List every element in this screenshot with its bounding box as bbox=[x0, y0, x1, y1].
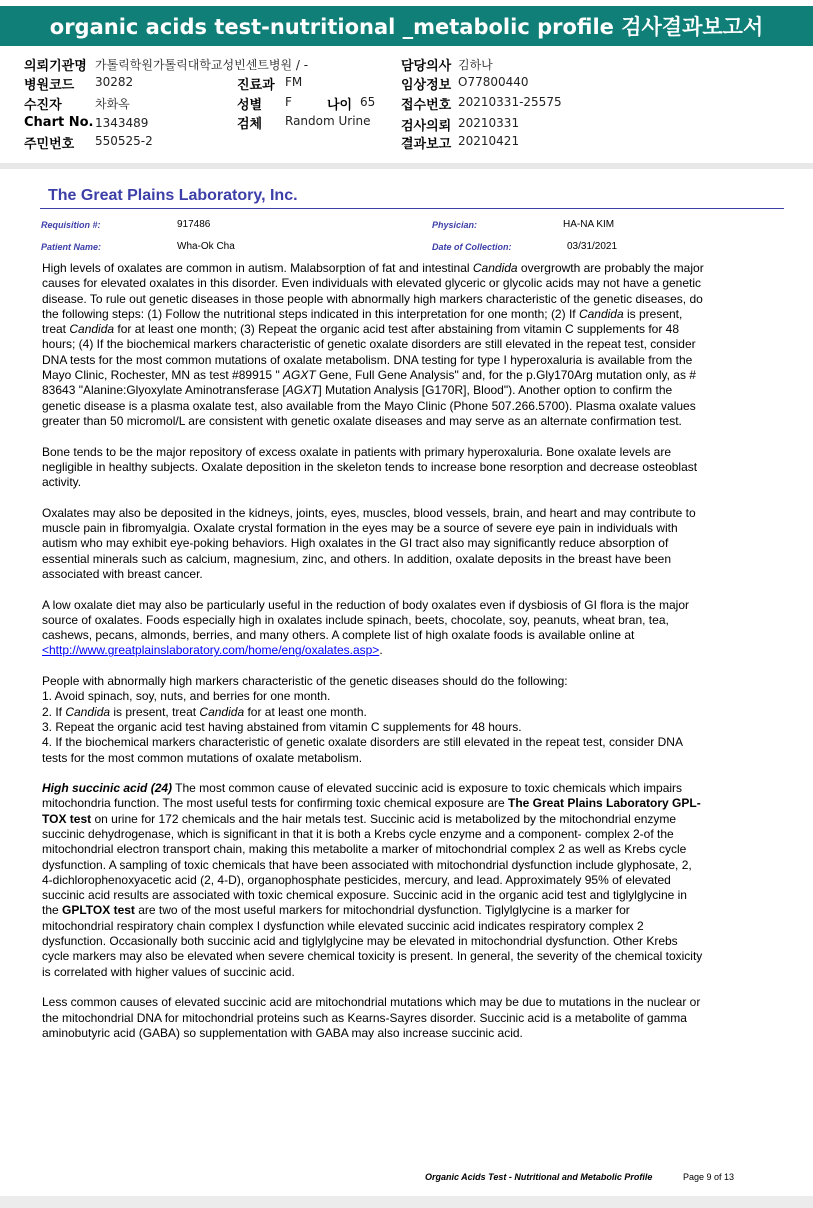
dept-label: 진료과 bbox=[237, 78, 275, 93]
divider bbox=[0, 163, 813, 169]
report-label: 결과보고 bbox=[401, 137, 452, 152]
specimen-label: 검체 bbox=[237, 117, 263, 132]
requisition-label: Requisition #: bbox=[41, 220, 101, 230]
paragraph bbox=[42, 506, 704, 582]
request-value: 20210331 bbox=[458, 116, 520, 130]
hospital-code-value: 30282 bbox=[95, 75, 134, 89]
id-label: 주민번호 bbox=[24, 137, 75, 152]
requisition-value: 917486 bbox=[177, 219, 211, 230]
id-value: 550525-2 bbox=[95, 134, 153, 148]
patient-label: 수진자 bbox=[24, 98, 62, 113]
text-segment: for at least one month; (3) Repeat the organic acid test after abstaining from vitamin C supplements for 48 hours; (4) If the biochemical markers characteristic of genetic oxalate disorders are still elevated in the repeat test, consider DNA tests for the most common mutations of oxalate metabolism. DNA testing for type I hyperoxaluria is available from the Mayo Clinic, Rochester, MN as test #89915 " bbox=[42, 322, 696, 383]
paragraph bbox=[42, 445, 704, 491]
paragraph bbox=[42, 674, 704, 766]
specimen-value: Random Urine bbox=[285, 114, 371, 128]
clinical-value: O77800440 bbox=[458, 75, 529, 89]
chart-label: Chart No. bbox=[24, 115, 94, 130]
sex-value: F bbox=[285, 95, 292, 109]
hospital-code-label: 병원코드 bbox=[24, 78, 75, 93]
text-segment: Oxalates may also be deposited in the kidneys, joints, eyes, muscles, blood vessels, brain, and heart and may contribute to muscle pain in fibromyalgia. Oxalate crystal formation in the eyes may be a source of severe eye pain in individuals with autism who may exhibit eye-poking behaviors. High oxalates in the GI tract also may significantly reduce absorption of essential minerals such as calcium, magnesium, zinc, and others. In addition, oxalate deposits in the breast have been associated with breast cancer. bbox=[42, 505, 696, 581]
receipt-value: 20210331-25575 bbox=[458, 95, 562, 109]
oxalates-link[interactable]: <http://www.greatplainslaboratory.com/home/eng/oxalates.asp> bbox=[42, 643, 380, 658]
doctor-value: 김하나 bbox=[458, 58, 493, 72]
text-segment: are two of the most useful markers for mitochondrial dysfunction. Tiglylglycine is a marker for mitochondrial respiratory chain complex I dysfunction while elevated succinic acid indicates respiratory complex 2 dysfunction. Occasionally both succinic acid and tiglylglycine may be elevated in mitochondrial dysfunction. Other Krebs cycle markers may also be elevated when severe chemical toxicity is present. In general, the severity of the chemical toxicity is correlated with higher values of succinic acid. bbox=[42, 903, 703, 979]
text-segment: People with abnormally high markers characteristic of the genetic diseases should do the following: bbox=[42, 674, 568, 689]
text-segment: Candida bbox=[472, 261, 518, 275]
institution-value: 가톨릭학원가톨릭대학교성빈센트병원 / - bbox=[95, 58, 309, 72]
footer-report-name: Organic Acids Test - Nutritional and Metabolic Profile bbox=[425, 1172, 653, 1182]
age-value: 65 bbox=[360, 95, 376, 109]
text-segment: Candida bbox=[199, 704, 245, 719]
patient-value: 차화옥 bbox=[95, 97, 130, 111]
text-segment: AGXT bbox=[283, 368, 316, 383]
text-segment: ] Mutation Analysis [G170R], Blood"). Another option to confirm the genetic disease is a plasma oxalate test, also available from the Mayo Clinic (Phone 507.266.5700). Plasma oxalate values greater than 50 micromol/L are consistent with genetic oxalate diseases and may serve as an alternate confirmation test. bbox=[42, 383, 696, 428]
lab-name: The Great Plains Laboratory, Inc. bbox=[48, 187, 298, 204]
paragraph bbox=[42, 995, 704, 1041]
patient-name-label: Patient Name: bbox=[41, 242, 102, 252]
text-segment: GPLTOX test bbox=[62, 903, 135, 918]
paragraph bbox=[42, 598, 704, 659]
request-label: 검사의뢰 bbox=[401, 119, 452, 134]
text-segment: Candida bbox=[69, 322, 115, 337]
text-segment: is present, treat bbox=[110, 704, 200, 719]
lab-divider bbox=[40, 208, 784, 209]
text-segment: 2. If bbox=[42, 704, 66, 719]
text-segment: Bone tends to be the major repository of excess oxalate in patients with primary hyperoxaluria. Bone oxalate levels are negligible in healthy subjects. Oxalate deposition in the skeleton tends to increase bone resorption and decrease osteoblast activity. bbox=[42, 444, 698, 490]
page-number: Page 9 of 13 bbox=[683, 1172, 735, 1182]
report-value: 20210421 bbox=[458, 134, 520, 148]
collection-value: 03/31/2021 bbox=[567, 241, 618, 252]
physician-value: HA-NA KIM bbox=[563, 219, 615, 230]
text-segment: High succinic acid (24) bbox=[42, 781, 173, 796]
text-segment: overgrowth are probably the major causes for elevated oxalates in this disorder. Even individuals with elevated glyceric or glycolic acids may not have a genetic disease. To rule out genetic diseases in those people with abnormally high markers characteristic of the genetic diseases, do the following steps: (1) Follow the nutritional steps indicated in this interpretation for one month; (2) If bbox=[42, 261, 704, 321]
sex-label: 성별 bbox=[237, 98, 263, 113]
text-segment: 4. If the biochemical markers characteristic of genetic oxalate disorders are still elevated in the repeat test, consider DNA tests for the most common mutations of oxalate metabolism. bbox=[42, 735, 683, 765]
text-segment: AGXT bbox=[285, 383, 319, 398]
text-segment: The most common cause of elevated succinic acid is exposure to toxic chemicals which impairs mitochondria function. The most useful tests for confirming toxic chemical exposure are bbox=[42, 781, 683, 811]
doctor-label: 담당의사 bbox=[401, 59, 452, 74]
text-segment: . bbox=[379, 643, 383, 658]
collection-label: Date of Collection: bbox=[432, 242, 512, 252]
receipt-label: 접수번호 bbox=[401, 98, 452, 113]
paragraph bbox=[42, 781, 704, 980]
text-segment: A low oxalate diet may also be particularly useful in the reduction of body oxalates even if dysbiosis of GI flora is the major source of oxalates. Foods especially high in oxalates include spinach, beets, chocolate, soy, peanuts, wheat bran, tea, cashews, pecans, almonds, berries, and many others. A complete list of high oxalate foods is available online at bbox=[42, 597, 690, 643]
text-segment: 3. Repeat the organic acid test having abstained from vitamin C supplements for 48 hours. bbox=[42, 719, 522, 734]
chart-value: 1343489 bbox=[95, 116, 149, 130]
bottom-bar bbox=[0, 1196, 813, 1208]
text-segment: Candida bbox=[578, 306, 624, 321]
patient-name-value: Wha-Ok Cha bbox=[177, 241, 235, 252]
clinical-label: 임상정보 bbox=[401, 78, 452, 93]
text-segment: Gene, Full Gene Analysis" and, for the p.Gly170Arg mutation only, as # 83643 "Alanine:Glyoxylate Aminotransferase [ bbox=[42, 368, 696, 398]
text-segment: for at least one month. bbox=[244, 704, 367, 719]
paragraph bbox=[42, 261, 704, 429]
age-label: 나이 bbox=[327, 98, 353, 113]
physician-label: Physician: bbox=[432, 220, 478, 230]
text-segment: Candida bbox=[65, 704, 111, 719]
text-segment: is present, treat bbox=[42, 306, 683, 337]
dept-value: FM bbox=[285, 75, 303, 89]
text-segment: The Great Plains Laboratory GPL-TOX test bbox=[42, 796, 701, 826]
institution-label: 의뢰기관명 bbox=[24, 59, 87, 74]
text-segment: 1. Avoid spinach, soy, nuts, and berries for one month. bbox=[42, 689, 331, 704]
interpretation-text bbox=[42, 261, 704, 1056]
text-segment: on urine for 172 chemicals and the hair metals test. Succinic acid is metabolized by the mitochondrial enzyme succinic dehydrogenase, which is significant in that it is both a Krebs cycle enzyme and a component- complex 2-of the mitochondrial electron transport chain, making this metabolite a marker of mitochondrial complex 2 as well as Krebs cycle dysfunction. A sampling of toxic chemicals that have been associated with mitochondrial dysfunction include glyphosate, 2, 4-dichlorophenoxyacetic acid (2, 4-D), organophosphate pesticides, mercury, and lead. Approximately 95% of elevated succinic acid results are associated with toxic chemical exposure. Succinic acid in the organic acid test and tiglylglycine in the bbox=[42, 811, 692, 918]
text-segment: High levels of oxalates are common in autism. Malabsorption of fat and intestinal bbox=[42, 261, 473, 275]
text-segment: Less common causes of elevated succinic acid are mitochondrial mutations which may be due to mutations in the nuclear or the mitochondrial DNA for mitochondrial proteins such as Kearns-Sayres disorder. Succinic acid is a metabolite of gamma aminobutyric acid (GABA) so supplementation with GABA may also increase succinic acid. bbox=[42, 995, 701, 1040]
report-title: organic acids test-nutritional _metabolic profile 검사결과보고서 bbox=[0, 6, 813, 46]
